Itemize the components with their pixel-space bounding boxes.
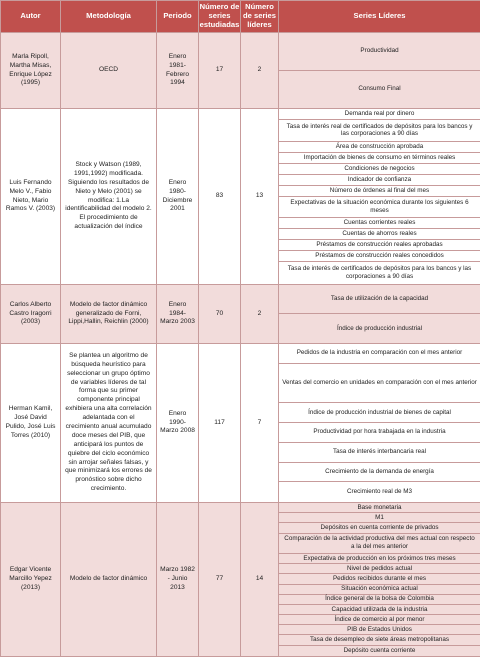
leading-series-item: Capacidad utilizada de la industria	[279, 605, 480, 615]
leading-series-item: Índice de comercio al por menor	[279, 615, 480, 625]
leading-series-item: Tasa de interés interbancaria real	[279, 443, 480, 463]
leaders-count-cell: 14	[241, 503, 279, 657]
studied-count-cell: 17	[199, 33, 241, 109]
leading-series-cell	[279, 344, 480, 503]
methodology-cell: OECD	[61, 33, 157, 109]
leading-series-item: Préstamos de construcción reales aprobadas	[279, 240, 480, 251]
author-cell: Carlos Alberto Castro Iragorri (2003)	[1, 285, 61, 344]
leaders-count-cell: 2	[241, 33, 279, 109]
leading-series-item: Índice de producción industrial	[279, 314, 480, 343]
leading-series-cell	[279, 285, 480, 344]
methodology-cell: Modelo de factor dinámico	[61, 503, 157, 657]
leading-series-item: Expectativa de producción en los próximos tres meses	[279, 554, 480, 564]
period-cell: Enero 1981-Febrero 1994	[157, 33, 199, 109]
author-cell: Herman Kamil, José David Pulido, José Luis Torres (2010)	[1, 344, 61, 503]
author-cell: Edgar Vicente Marcillo Yepez (2013)	[1, 503, 61, 657]
leading-series-item: Tasa de interés real de certificados de depósitos para los bancos y las corporaciones a 90 días	[279, 120, 480, 142]
leading-series-item: Consumo Final	[279, 71, 480, 109]
leading-series-item: Cuentas corrientes reales	[279, 218, 480, 229]
header-methodology: Metodología	[61, 1, 157, 33]
leading-series-item: Índice general de la bolsa de Colombia	[279, 595, 480, 605]
leading-series-item: Importación de bienes de consumo en términos reales	[279, 153, 480, 164]
leading-series-item: M1	[279, 513, 480, 523]
author-cell: Marla Ripoll, Martha Misas, Enrique López (1995)	[1, 33, 61, 109]
leading-series-item: Depósitos en cuenta corriente de privados	[279, 523, 480, 533]
table-header	[1, 1, 480, 33]
leaders-count-cell: 13	[241, 109, 279, 285]
methodology-cell: Se plantea un algoritmo de búsqueda heurístico para seleccionar un grupo óptimo de variables líderes de tal forma que su primer componente principal exhibiera una alta correlación adelantada con el crecimiento anual acumulado doce meses del PIB, que anticipará los puntos de quiebre del ciclo económico sin arrojar señales falsas, y que minimizará los errores de pronóstico sobre dicho crecimiento.	[61, 344, 157, 503]
leaders-count-cell: 2	[241, 285, 279, 344]
leading-series-item: Pedidos recibidos durante el mes	[279, 574, 480, 584]
header-series-leaders: Número de series líderes	[241, 1, 279, 33]
author-cell: Luis Fernando Melo V., Fabio Nieto, Mario Ramos V. (2003)	[1, 109, 61, 285]
methodology-cell: Stock y Watson (1989, 1991,1992) modificada. Siguiendo los resultados de Nieto y Melo (2001) se modifica: 1.La identificabilidad del modelo 2. El procedimiento de actualización del índice	[61, 109, 157, 285]
period-cell: Marzo 1982 - Junio 2013	[157, 503, 199, 657]
leading-series-item: Tasa de interés de certificados de depósitos para los bancos y las corporaciones a 90 días	[279, 262, 480, 284]
table-row	[1, 109, 480, 285]
studied-count-cell: 77	[199, 503, 241, 657]
leading-series-item: Crecimiento real de M3	[279, 482, 480, 502]
header-leading-series: Series Líderes	[279, 1, 480, 33]
studied-count-cell: 117	[199, 344, 241, 503]
table-row	[1, 503, 480, 657]
header-period: Periodo	[157, 1, 199, 33]
leading-series-item: Cuentas de ahorros reales	[279, 229, 480, 240]
leading-series-item: PIB de Estados Unidos	[279, 625, 480, 635]
leading-series-item: Índice de producción industrial de bienes de capital	[279, 403, 480, 423]
leaders-count-cell: 7	[241, 344, 279, 503]
table-row	[1, 344, 480, 503]
leading-series-item: Crecimiento de la demanda de energía	[279, 463, 480, 483]
leading-series-item: Productividad por hora trabajada en la industria	[279, 423, 480, 443]
header-series-studied: Número de series estudiadas	[199, 1, 241, 33]
leading-series-item: Productividad	[279, 33, 480, 71]
leading-series-item: Condiciones de negocios	[279, 164, 480, 175]
leading-series-item: Préstamos de construcción reales concedidos	[279, 251, 480, 262]
table-row	[1, 285, 480, 344]
header-author: Autor	[1, 1, 61, 33]
period-cell: Enero 1980-Diciembre 2001	[157, 109, 199, 285]
methodology-cell: Modelo de factor dinámico generalizado de Forni, Lippi,Hallin, Reichlin (2000)	[61, 285, 157, 344]
leading-series-item: Número de órdenes al final del mes	[279, 186, 480, 197]
table-row	[1, 33, 480, 109]
leading-series-item: Comparación de la actividad productiva del mes actual con respecto a la del mes anterior	[279, 534, 480, 554]
leading-series-item: Depósito cuenta corriente	[279, 646, 480, 656]
leading-series-item: Ventas del comercio en unidades en comparación con el mes anterior	[279, 364, 480, 404]
leading-series-item: Expectativas de la situación económica durante los siguientes 6 meses	[279, 197, 480, 219]
studied-count-cell: 70	[199, 285, 241, 344]
leading-series-cell	[279, 33, 480, 109]
period-cell: Enero 1990-Marzo 2008	[157, 344, 199, 503]
leading-series-cell	[279, 503, 480, 657]
leading-series-item: Nivel de pedidos actual	[279, 564, 480, 574]
leading-series-item: Pedidos de la industria en comparación con el mes anterior	[279, 344, 480, 364]
leading-series-item: Tasa de utilización de la capacidad	[279, 285, 480, 314]
leading-series-item: Área de construcción aprobada	[279, 142, 480, 153]
leading-series-cell	[279, 109, 480, 285]
leading-series-item: Indicador de confianza	[279, 175, 480, 186]
studied-count-cell: 83	[199, 109, 241, 285]
leading-series-item: Demanda real por dinero	[279, 109, 480, 120]
leading-series-item: Situación económica actual	[279, 585, 480, 595]
leading-series-item: Tasa de desempleo de siete áreas metropolitanas	[279, 635, 480, 645]
leading-series-item: Base monetaria	[279, 503, 480, 513]
period-cell: Enero 1984-Marzo 2003	[157, 285, 199, 344]
